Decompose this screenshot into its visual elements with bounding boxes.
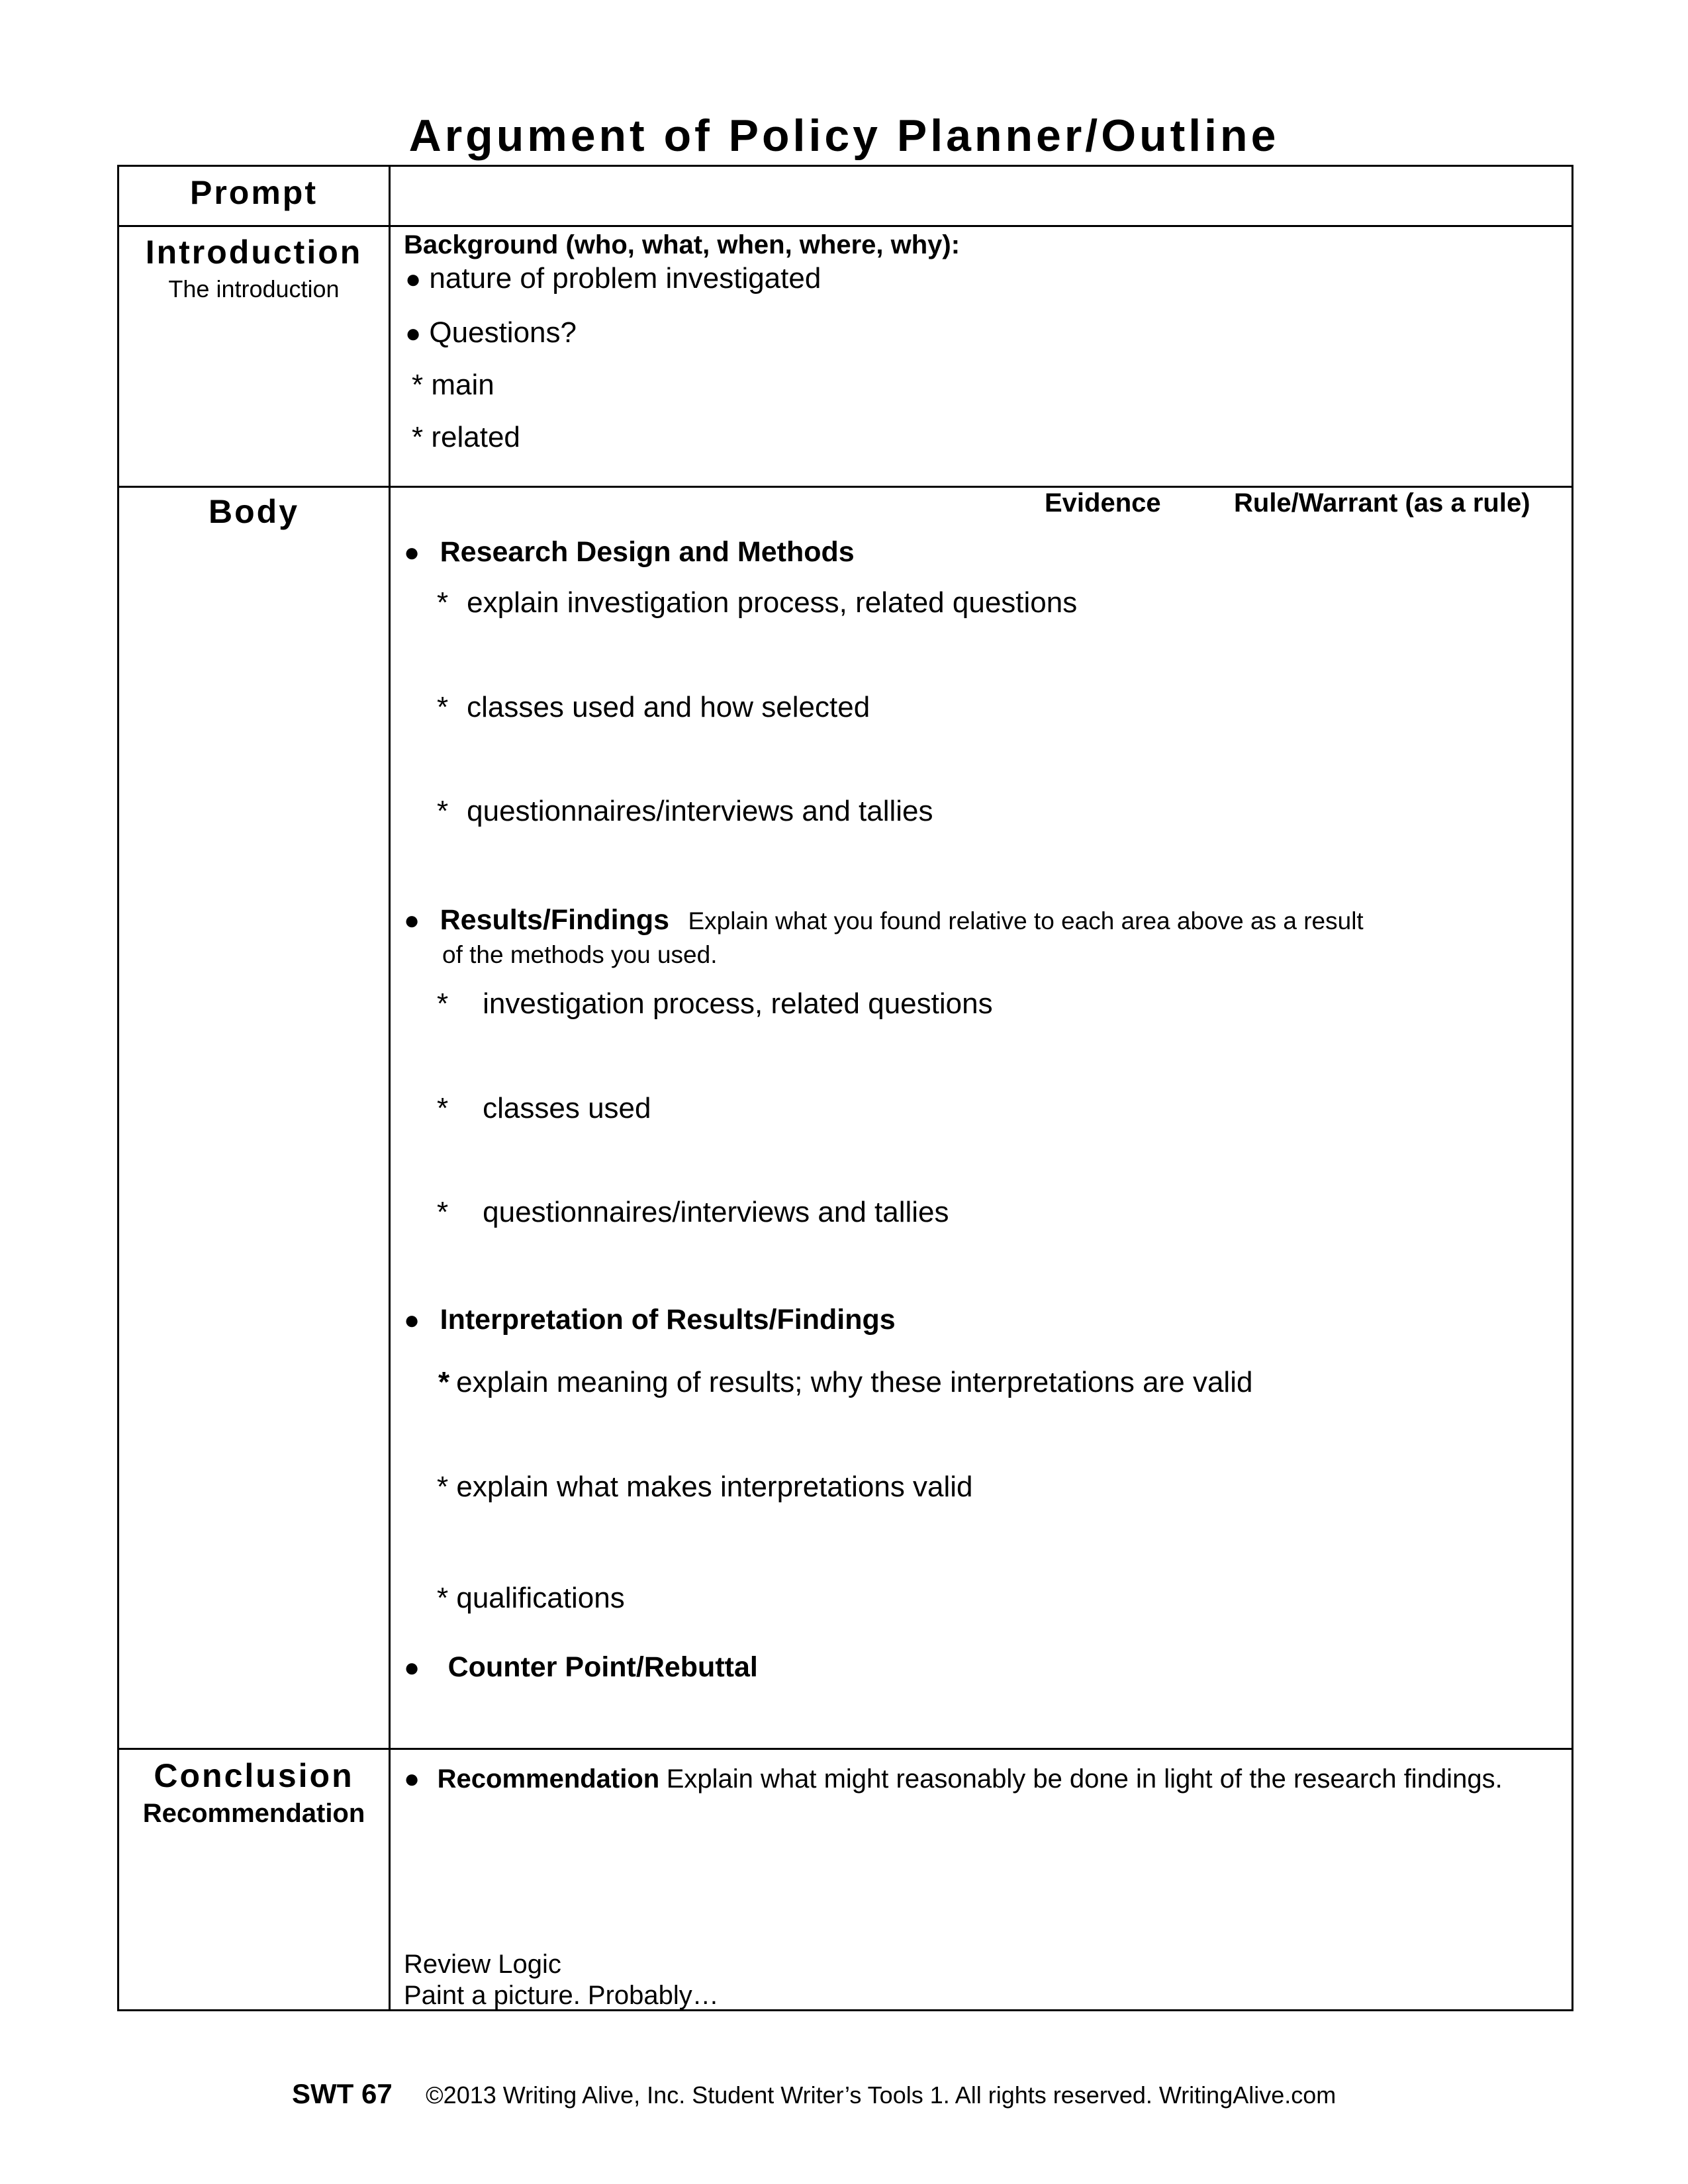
research-item: * questionnaires/interviews and tallies	[437, 795, 933, 827]
conclusion-sublabel: Recommendation	[142, 1799, 365, 1828]
recommendation-text: Explain what might reasonably be done in light of the research findings.	[666, 1764, 1503, 1794]
evidence-column-header: Evidence	[1045, 488, 1161, 518]
interpretation-heading: Interpretation of Results/Findings	[440, 1304, 896, 1336]
bullet-icon: ●	[404, 1764, 420, 1794]
bullet-icon: ●	[404, 538, 420, 567]
conclusion-label: Conclusion	[154, 1757, 354, 1794]
bullet-icon: ●	[404, 906, 420, 935]
footer-copyright: ©2013 Writing Alive, Inc. Student Writer’s Tools 1. All rights reserved. WritingAlive.com	[426, 2081, 1336, 2109]
rule-warrant-column-header: Rule/Warrant (as a rule)	[1234, 488, 1530, 518]
counter-heading-row	[404, 1651, 758, 1684]
table-border-left	[117, 165, 119, 2011]
bullet-icon: ●	[404, 1653, 420, 1682]
results-heading-row	[404, 904, 1364, 936]
page-title: Argument of Policy Planner/Outline	[408, 111, 1280, 161]
results-note-continued: of the methods you used.	[442, 941, 718, 968]
interpretation-item: * qualifications	[437, 1582, 625, 1614]
background-heading: Background (who, what, when, where, why):	[404, 230, 961, 259]
column-divider	[389, 165, 391, 2011]
results-note: Explain what you found relative to each area above as a result	[688, 907, 1364, 934]
table-border-top	[117, 165, 1573, 167]
research-heading-row	[404, 536, 855, 569]
introduction-label: Introduction	[145, 234, 363, 271]
row-divider-introduction	[117, 486, 1573, 488]
introduction-sublabel: The introduction	[168, 275, 340, 302]
intro-item-main: * main	[412, 369, 494, 401]
prompt-label: Prompt	[190, 174, 318, 211]
interpretation-item: * explain meaning of results; why these interpretations are valid	[438, 1366, 1253, 1398]
counter-heading: Counter Point/Rebuttal	[447, 1651, 758, 1683]
results-item: * classes used	[437, 1092, 651, 1124]
table-border-right	[1571, 165, 1573, 2011]
bullet-icon: ●	[405, 319, 422, 348]
bullet-icon: ●	[404, 1306, 420, 1335]
results-item: * investigation process, related questions	[437, 987, 993, 1020]
paint-picture-text: Paint a picture. Probably…	[404, 1981, 719, 2010]
recommendation-heading: Recommendation	[437, 1764, 660, 1794]
body-label: Body	[209, 493, 299, 530]
research-heading: Research Design and Methods	[440, 536, 855, 568]
interpretation-item: * explain what makes interpretations valid	[437, 1471, 973, 1503]
prompt-answer-area[interactable]	[397, 171, 1562, 221]
footer-code: SWT 67	[292, 2078, 393, 2109]
research-item: * classes used and how selected	[437, 691, 870, 723]
interpretation-heading-row	[404, 1304, 896, 1336]
review-logic-text: Review Logic	[404, 1950, 561, 1979]
intro-item-nature: ● nature of problem investigated	[405, 262, 821, 295]
results-item: * questionnaires/interviews and tallies	[437, 1196, 949, 1228]
bullet-icon: ●	[405, 265, 422, 294]
recommendation-row	[404, 1764, 1503, 1794]
intro-item-related: * related	[412, 421, 520, 453]
results-heading: Results/Findings	[440, 904, 670, 936]
research-item: * explain investigation process, related questions	[437, 586, 1078, 619]
row-divider-prompt	[117, 225, 1573, 227]
footer	[292, 2078, 1336, 2110]
intro-item-questions: ● Questions?	[405, 316, 577, 349]
row-divider-body	[117, 1748, 1573, 1750]
table-border-bottom	[117, 2009, 1573, 2011]
